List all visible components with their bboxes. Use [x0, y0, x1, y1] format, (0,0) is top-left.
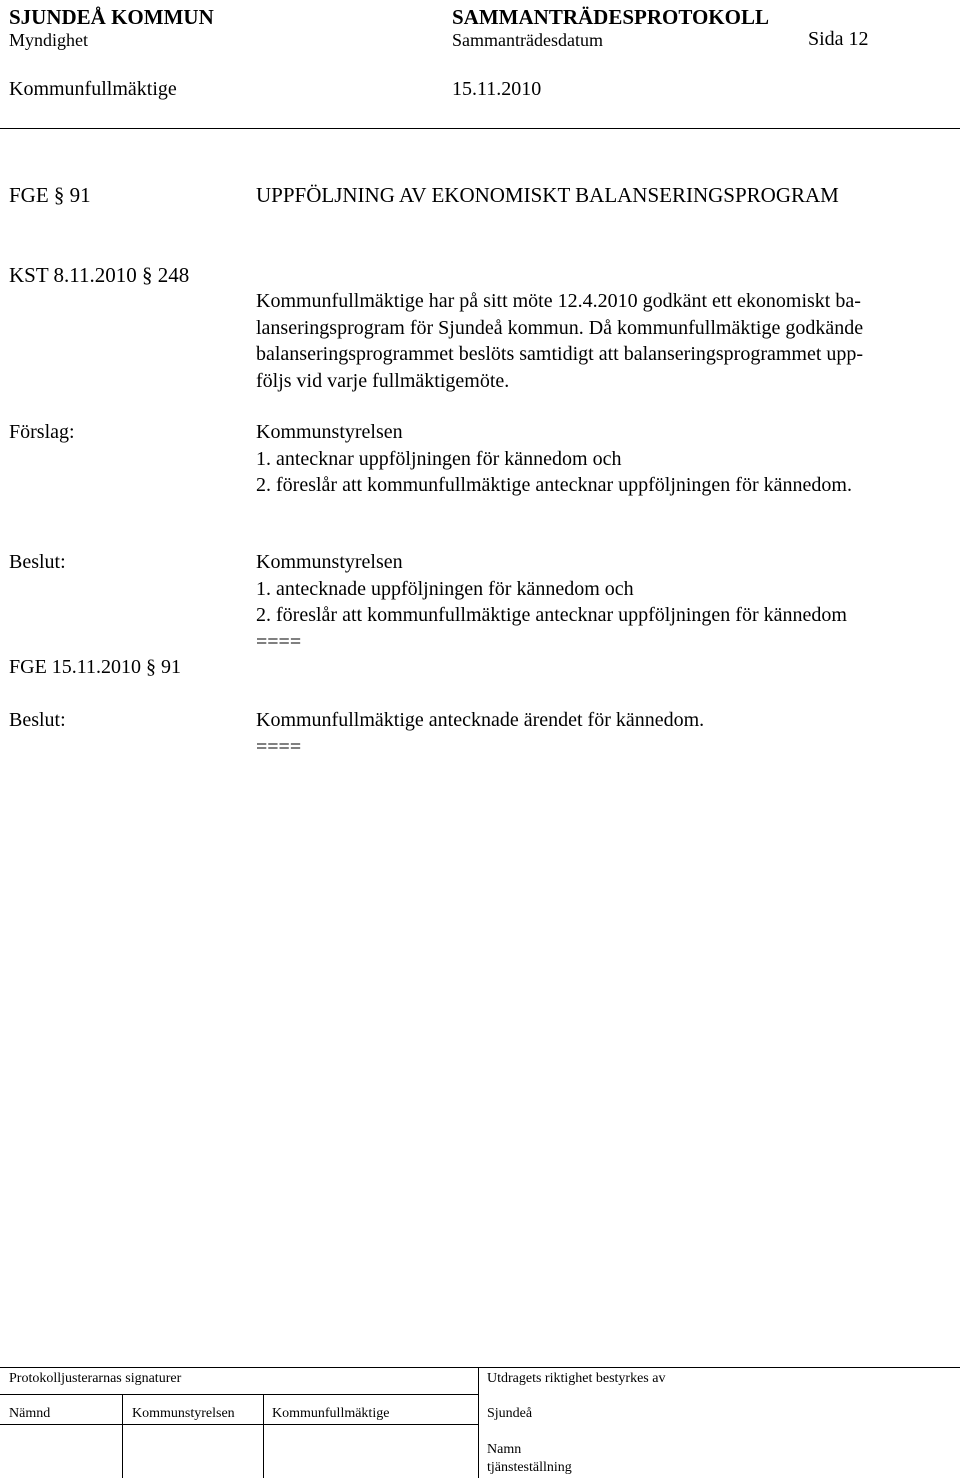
proposal-item: 1. antecknar uppföljningen för kännedom och — [256, 447, 622, 470]
verified-label: Utdragets riktighet bestyrkes av — [487, 1371, 666, 1386]
proposal-label: Förslag: — [9, 421, 75, 443]
decision-label: Beslut: — [9, 551, 66, 573]
proposal-body: Kommunstyrelsen — [256, 421, 403, 443]
signatures-label: Protokolljusterarnas signaturer — [9, 1371, 182, 1386]
footer-position-label: tjänsteställning — [487, 1460, 572, 1475]
footer-row-line — [0, 1394, 478, 1395]
paragraph-line: balanseringsprogrammet beslöts samtidigt att balanseringsprogrammet upp- — [256, 343, 864, 366]
meeting-date: 15.11.2010 — [452, 78, 542, 100]
fge-reference: FGE 15.11.2010 § 91 — [9, 656, 182, 678]
end-mark: ==== — [256, 735, 302, 758]
paragraph-line: Kommunfullmäktige har på sitt möte 12.4.2010 godkänt ett ekonomiskt ba- — [256, 290, 861, 312]
footer-col-line — [263, 1394, 264, 1478]
decision-item: 1. antecknade uppföljningen för kännedom och — [256, 577, 634, 600]
section-reference: FGE § 91 — [9, 183, 91, 207]
proposal-block — [256, 419, 852, 499]
organization-name: SJUNDEÅ KOMMUN — [9, 5, 214, 29]
header-divider — [0, 128, 960, 129]
fge-decision-text: Kommunfullmäktige antecknade ärendet för kännedom. — [256, 709, 705, 731]
decision-block — [256, 549, 847, 656]
footer-col-kommunfullmaktige: Kommunfullmäktige — [272, 1406, 390, 1421]
meeting-date-label: Sammanträdesdatum — [452, 30, 603, 50]
footer-top-line — [0, 1367, 960, 1368]
footer-col-line — [122, 1394, 123, 1478]
authority-label: Myndighet — [9, 30, 88, 50]
page-number: Sida 12 — [808, 28, 869, 50]
paragraph-line: följs vid varje fullmäktigemöte. — [256, 370, 510, 393]
kst-paragraph — [256, 288, 863, 395]
fge-decision-block — [256, 707, 704, 760]
section-title: UPPFÖLJNING AV EKONOMISKT BALANSERINGSPROGRAM — [256, 183, 839, 207]
footer-row-line — [0, 1424, 478, 1425]
footer-col-kommunstyrelsen: Kommunstyrelsen — [132, 1406, 235, 1421]
paragraph-line: lanseringsprogram för Sjundeå kommun. Då kommunfullmäktige godkände — [256, 316, 864, 339]
fge-decision-label: Beslut: — [9, 709, 66, 731]
document-type: SAMMANTRÄDESPROTOKOLL — [452, 5, 769, 29]
footer-name-label: Namn — [487, 1442, 522, 1457]
decision-item: 2. föreslår att kommunfullmäktige antecknar uppföljningen för kännedom — [256, 604, 847, 627]
decision-body: Kommunstyrelsen — [256, 551, 403, 573]
footer-col-namnd: Nämnd — [9, 1406, 51, 1421]
footer-divider — [478, 1367, 479, 1478]
authority-name: Kommunfullmäktige — [9, 78, 177, 100]
kst-reference: KST 8.11.2010 § 248 — [9, 263, 190, 287]
footer-place: Sjundeå — [487, 1406, 533, 1421]
proposal-item: 2. föreslår att kommunfullmäktige antecknar uppföljningen för kännedom. — [256, 474, 852, 497]
end-mark: ==== — [256, 631, 302, 654]
